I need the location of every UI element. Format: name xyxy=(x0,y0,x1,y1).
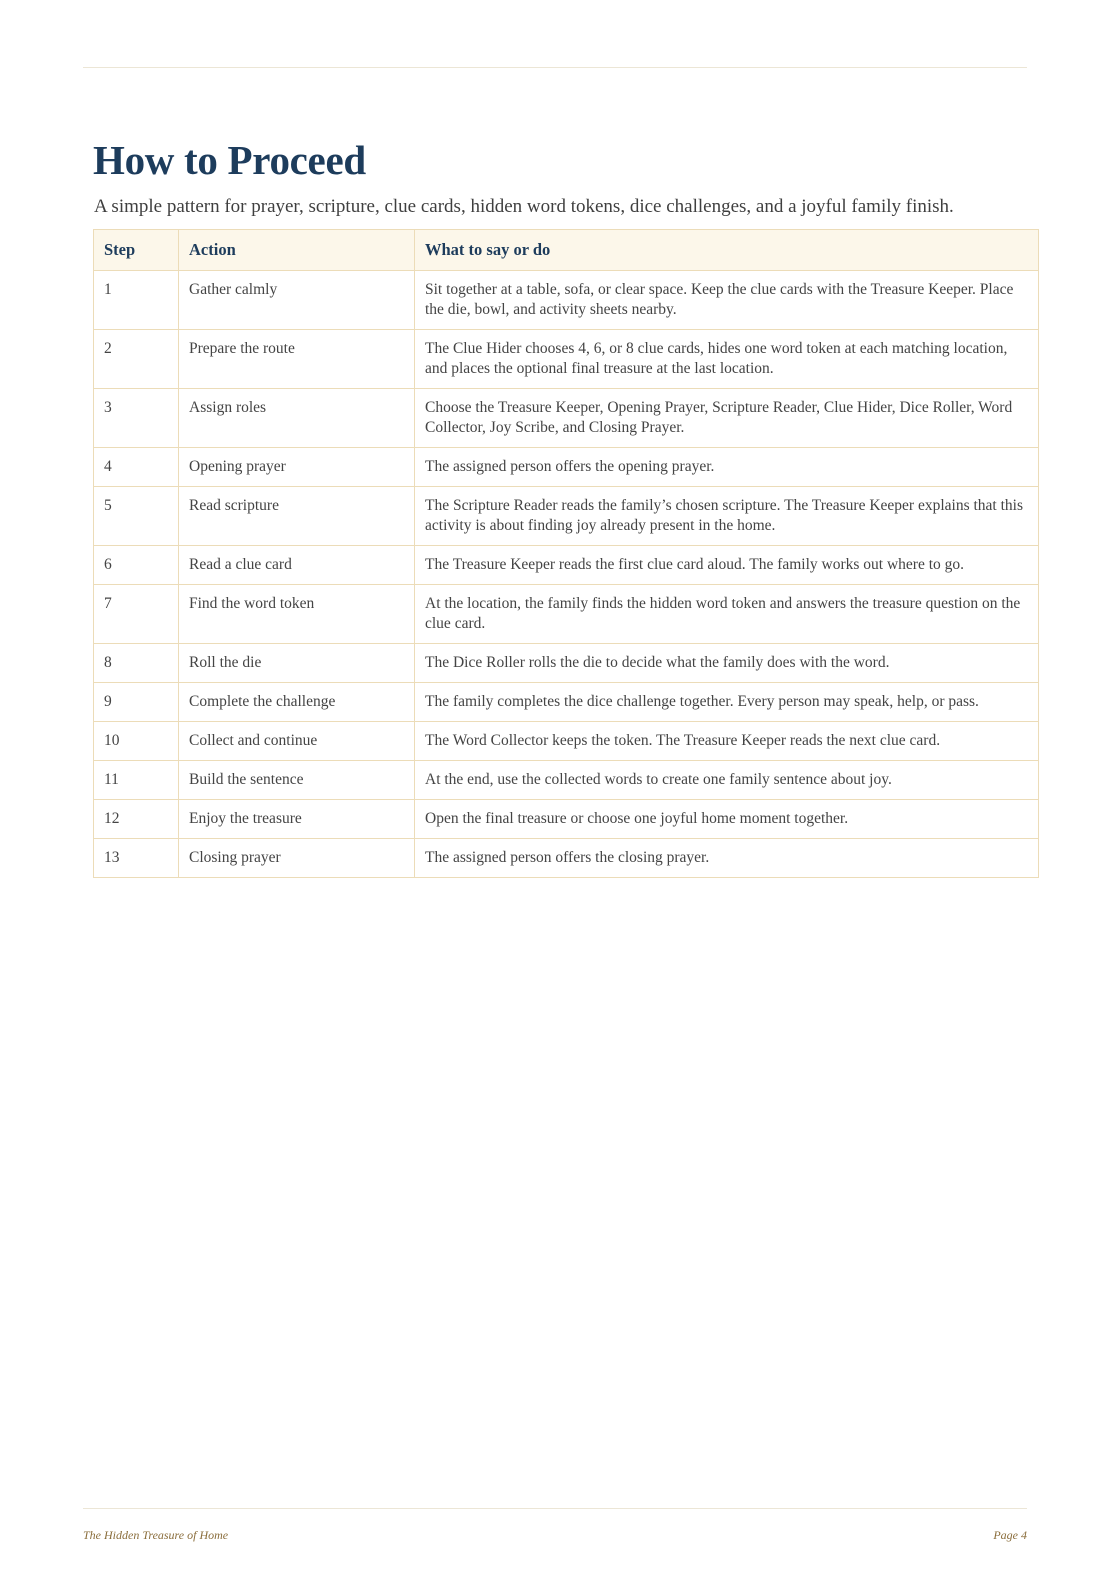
step-detail: The assigned person offers the closing prayer. xyxy=(415,839,1039,878)
step-detail: Open the final treasure or choose one joyful home moment together. xyxy=(415,800,1039,839)
header-divider xyxy=(83,67,1027,68)
table-row xyxy=(94,722,1039,761)
footer-page-number: Page 4 xyxy=(993,1528,1027,1542)
table-row xyxy=(94,839,1039,878)
step-number: 1 xyxy=(94,271,179,330)
step-action: Read a clue card xyxy=(179,546,415,585)
step-number: 7 xyxy=(94,585,179,644)
step-detail: The Treasure Keeper reads the first clue card aloud. The family works out where to go. xyxy=(415,546,1039,585)
step-detail: The Clue Hider chooses 4, 6, or 8 clue cards, hides one word token at each matching location, and places the optional final treasure at the last location. xyxy=(415,330,1039,389)
table-body xyxy=(94,271,1039,878)
table-row xyxy=(94,487,1039,546)
step-number: 2 xyxy=(94,330,179,389)
table-row xyxy=(94,330,1039,389)
step-number: 6 xyxy=(94,546,179,585)
step-action: Build the sentence xyxy=(179,761,415,800)
step-detail: The family completes the dice challenge together. Every person may speak, help, or pass. xyxy=(415,683,1039,722)
table-row xyxy=(94,389,1039,448)
step-number: 8 xyxy=(94,644,179,683)
step-number: 3 xyxy=(94,389,179,448)
step-detail: Sit together at a table, sofa, or clear space. Keep the clue cards with the Treasure Keeper. Place the die, bowl, and activity sheets nearby. xyxy=(415,271,1039,330)
table-row xyxy=(94,761,1039,800)
step-detail: At the end, use the collected words to create one family sentence about joy. xyxy=(415,761,1039,800)
step-action: Complete the challenge xyxy=(179,683,415,722)
step-action: Opening prayer xyxy=(179,448,415,487)
header-detail: What to say or do xyxy=(415,230,1039,271)
page-subtitle: A simple pattern for prayer, scripture, clue cards, hidden word tokens, dice challenges, and a joyful family finish. xyxy=(94,196,954,217)
step-detail: The assigned person offers the opening prayer. xyxy=(415,448,1039,487)
step-number: 12 xyxy=(94,800,179,839)
header-action: Action xyxy=(179,230,415,271)
table-row xyxy=(94,271,1039,330)
table-header xyxy=(94,230,1039,271)
table-row xyxy=(94,644,1039,683)
step-detail: At the location, the family finds the hidden word token and answers the treasure question on the clue card. xyxy=(415,585,1039,644)
step-detail: The Dice Roller rolls the die to decide what the family does with the word. xyxy=(415,644,1039,683)
footer-divider xyxy=(83,1508,1027,1509)
header-step: Step xyxy=(94,230,179,271)
step-action: Gather calmly xyxy=(179,271,415,330)
table-row xyxy=(94,800,1039,839)
footer-document-title: The Hidden Treasure of Home xyxy=(83,1528,229,1542)
step-action: Roll the die xyxy=(179,644,415,683)
step-detail: Choose the Treasure Keeper, Opening Prayer, Scripture Reader, Clue Hider, Dice Roller, Word Collector, Joy Scribe, and Closing Prayer. xyxy=(415,389,1039,448)
step-action: Collect and continue xyxy=(179,722,415,761)
step-action: Closing prayer xyxy=(179,839,415,878)
step-number: 5 xyxy=(94,487,179,546)
table-row xyxy=(94,546,1039,585)
table-row xyxy=(94,448,1039,487)
step-action: Prepare the route xyxy=(179,330,415,389)
step-number: 13 xyxy=(94,839,179,878)
step-action: Read scripture xyxy=(179,487,415,546)
step-detail: The Scripture Reader reads the family’s chosen scripture. The Treasure Keeper explains that this activity is about finding joy already present in the home. xyxy=(415,487,1039,546)
step-action: Assign roles xyxy=(179,389,415,448)
table-row xyxy=(94,585,1039,644)
page-title: How to Proceed xyxy=(93,137,366,183)
table-row xyxy=(94,683,1039,722)
header-row xyxy=(94,230,1039,271)
step-action: Find the word token xyxy=(179,585,415,644)
step-number: 4 xyxy=(94,448,179,487)
step-number: 11 xyxy=(94,761,179,800)
step-number: 10 xyxy=(94,722,179,761)
step-action: Enjoy the treasure xyxy=(179,800,415,839)
step-detail: The Word Collector keeps the token. The Treasure Keeper reads the next clue card. xyxy=(415,722,1039,761)
step-number: 9 xyxy=(94,683,179,722)
steps-table xyxy=(93,229,1039,878)
